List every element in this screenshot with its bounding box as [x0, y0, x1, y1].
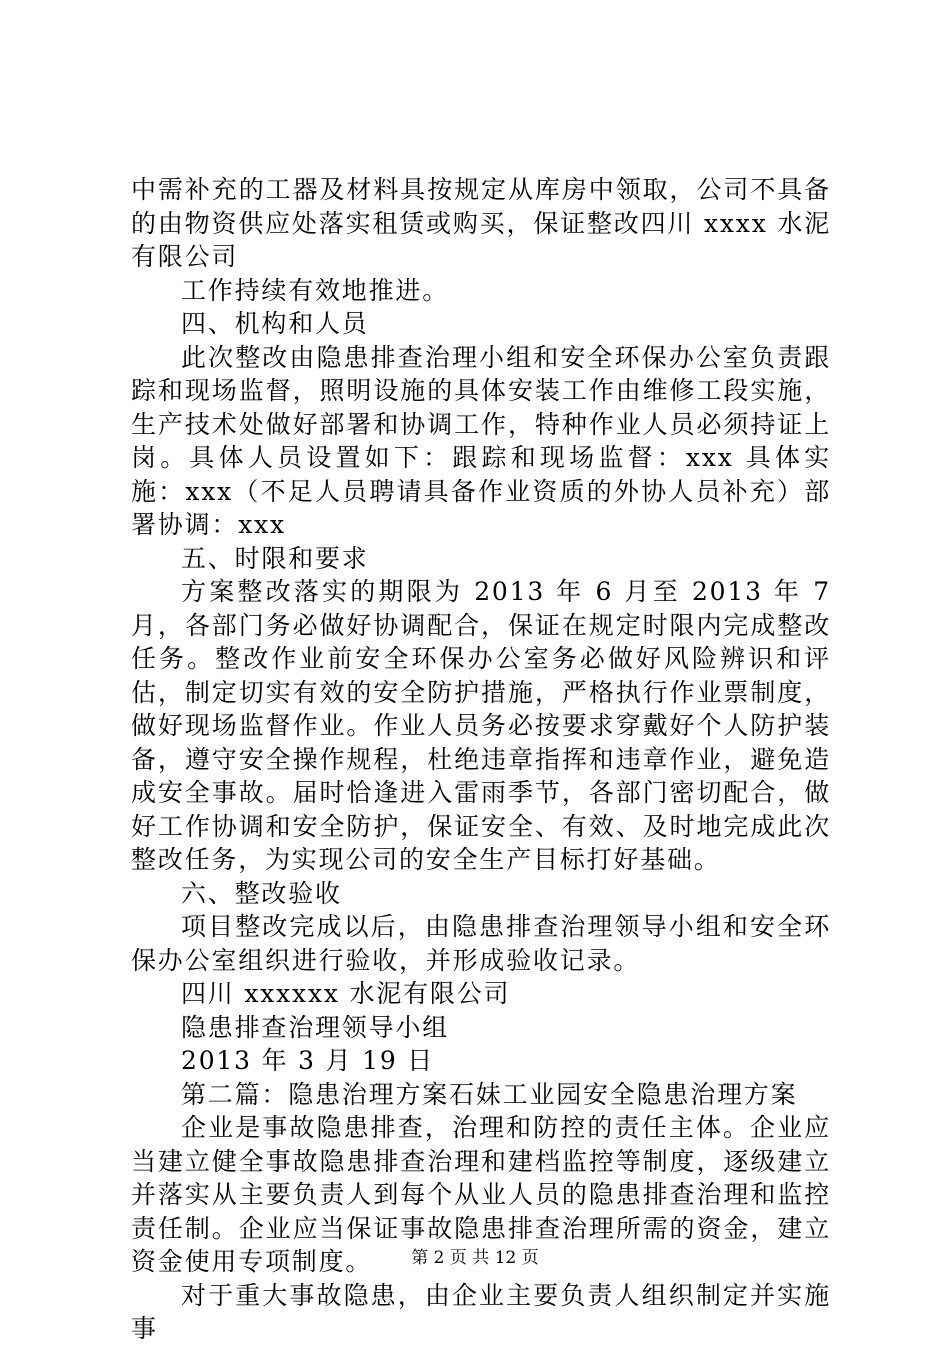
paragraph: 工作持续有效地推进。: [181, 275, 450, 305]
paragraph: 方案整改落实的期限为 2013 年 6 月至 2013 年 7 月，各部门务必做好协调配合，保证在规定时限内完成整改任务。整改作业前安全环保办公室务必做好风险辨识和评估，制定切实有效的安全防护措施，严格执行作业票制度，做好现场监督作业。作业人员务必按要求穿戴好个人防护装备，遵守安全操作规程，杜绝违章指挥和违章作业，避免造成安全事故。届时恰逢进入雷雨季节，各部门密切配合，做好工作协调和安全防护，保证安全、有效、及时地完成此次整改任务，为实现公司的安全生产目标打好基础。: [131, 577, 831, 874]
paragraph: 企业是事故隐患排查，治理和防控的责任主体。企业应当建立健全事故隐患排查治理和建档监控等制度，逐级建立并落实从主要负责人到每个从业人员的隐患排查治理和监控责任制。企业应当保证事故隐患排查治理所需的资金，建立资金使用专项制度。: [131, 1113, 831, 1276]
paragraph: 项目整改完成以后，由隐患排查治理领导小组和安全环保办公室组织进行验收，并形成验收记录。: [131, 912, 831, 975]
paragraph: 此次整改由隐患排查治理小组和安全环保办公室负责跟踪和现场监督，照明设施的具体安装工作由维修工段实施，生产技术处做好部署和协调工作，特种作业人员必须持证上岗。具体人员设置如下：跟踪和现场监督：xxx 具体实施：xxx（不足人员聘请具备作业资质的外协人员补充）部署协调：xxx: [131, 342, 831, 539]
paragraph: 对于重大事故隐患，由企业主要负责人组织制定并实施事: [131, 1280, 831, 1343]
section-heading: 六、整改验收: [181, 878, 342, 908]
signature-group: 隐患排查治理领导小组: [181, 1012, 450, 1042]
chapter-title: 第二篇：隐患治理方案石妹工业园安全隐患治理方案: [181, 1079, 798, 1109]
signature-company: 四川 xxxxxx 水泥有限公司: [181, 979, 511, 1008]
signature-date: 2013 年 3 月 19 日: [181, 1046, 435, 1075]
section-heading: 四、机构和人员: [181, 309, 369, 338]
document-body: [131, 173, 831, 1346]
section-heading: 五、时限和要求: [181, 543, 369, 573]
page-footer: 第 2 页 共 12 页: [411, 1248, 539, 1268]
paragraph: 中需补充的工器及材料具按规定从库房中领取，公司不具备的由物资供应处落实租赁或购买，保证整改四川 xxxx 水泥有限公司: [131, 175, 831, 271]
